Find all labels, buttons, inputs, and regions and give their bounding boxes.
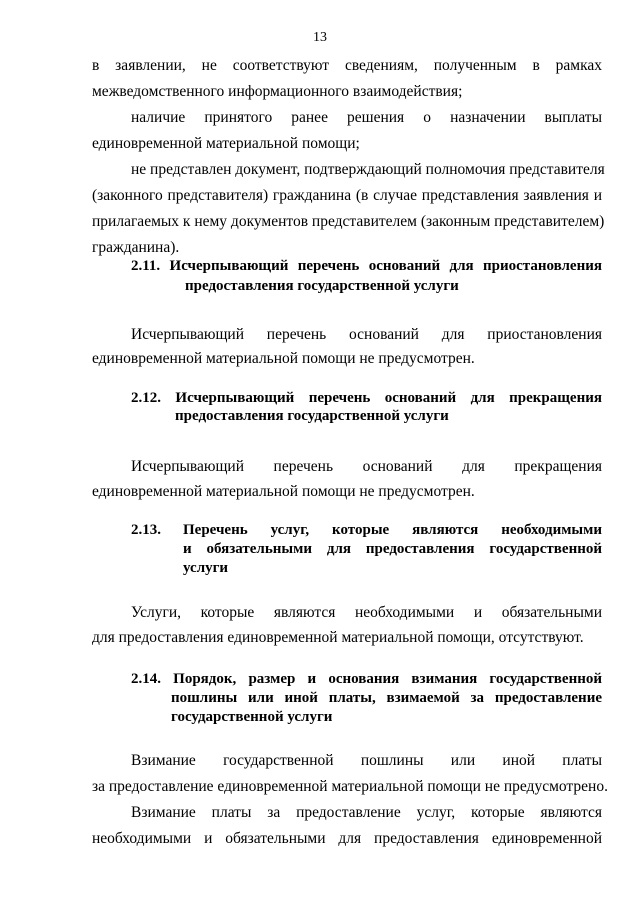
intro-p3-line4: гражданина). [92,239,180,256]
section-2-12-heading-line2: предоставления государственной услуги [175,408,449,424]
intro-p2-line1: наличие принятого ранее решения о назначении выплаты [131,109,602,126]
section-2-14-heading-line2: пошлины или иной платы, взимаемой за предоставление [171,690,602,706]
intro-p3-line2: (законного представителя) гражданина (в случае представления заявления и [92,187,602,204]
section-2-13-body-line2: для предоставления единовременной материальной помощи, отсутствуют. [92,629,584,646]
section-2-11-heading-line2: предоставления государственной услуги [185,278,459,294]
page-number: 13 [313,30,327,45]
section-2-12-heading-line1: 2.12. Исчерпывающий перечень оснований для прекращения [131,390,602,406]
section-2-13-heading-line1: Перечень услуг, которые являются необходимыми [183,522,602,538]
section-2-14-body2-line1: Взимание платы за предоставление услуг, которые являются [131,804,602,821]
section-2-14-body1-line1: Взимание государственной пошлины или иной платы [131,752,602,769]
section-2-14-heading-line3: государственной услуги [171,709,333,725]
section-2-11-body-line2: единовременной материальной помощи не предусмотрен. [92,350,475,367]
section-2-12-body-line2: единовременной материальной помощи не предусмотрен. [92,483,475,500]
section-2-13-heading-line3: услуги [183,560,229,576]
section-2-14-heading-line1: 2.14. Порядок, размер и основания взимания государственной [131,671,602,687]
intro-p2-line2: единовременной материальной помощи; [92,135,360,152]
intro-p3-line1: не представлен документ, подтверждающий полномочия представителя [131,161,605,178]
section-2-13-number: 2.13. [131,522,161,538]
section-2-12-body-line1: Исчерпывающий перечень оснований для прекращения [131,458,602,475]
intro-p1-line1: в заявлении, не соответствуют сведениям, полученным в рамках [92,57,602,74]
section-2-11-body-line1: Исчерпывающий перечень оснований для приостановления [131,326,602,343]
section-2-13-heading-line2: и обязательными для предоставления государственной [183,541,602,557]
section-2-14-body2-line2: необходимыми и обязательными для предоставления единовременной [92,830,602,847]
intro-p3-line3: прилагаемых к нему документов представителем (законным представителем) [92,213,605,230]
intro-p1-line2: межведомственного информационного взаимодействия; [92,83,463,100]
section-2-14-body1-line2: за предоставление единовременной материальной помощи не предусмотрено. [92,778,608,795]
section-2-13-body-line1: Услуги, которые являются необходимыми и обязательными [131,604,602,621]
section-2-11-heading-line1: 2.11. Исчерпывающий перечень оснований для приостановления [131,258,602,274]
